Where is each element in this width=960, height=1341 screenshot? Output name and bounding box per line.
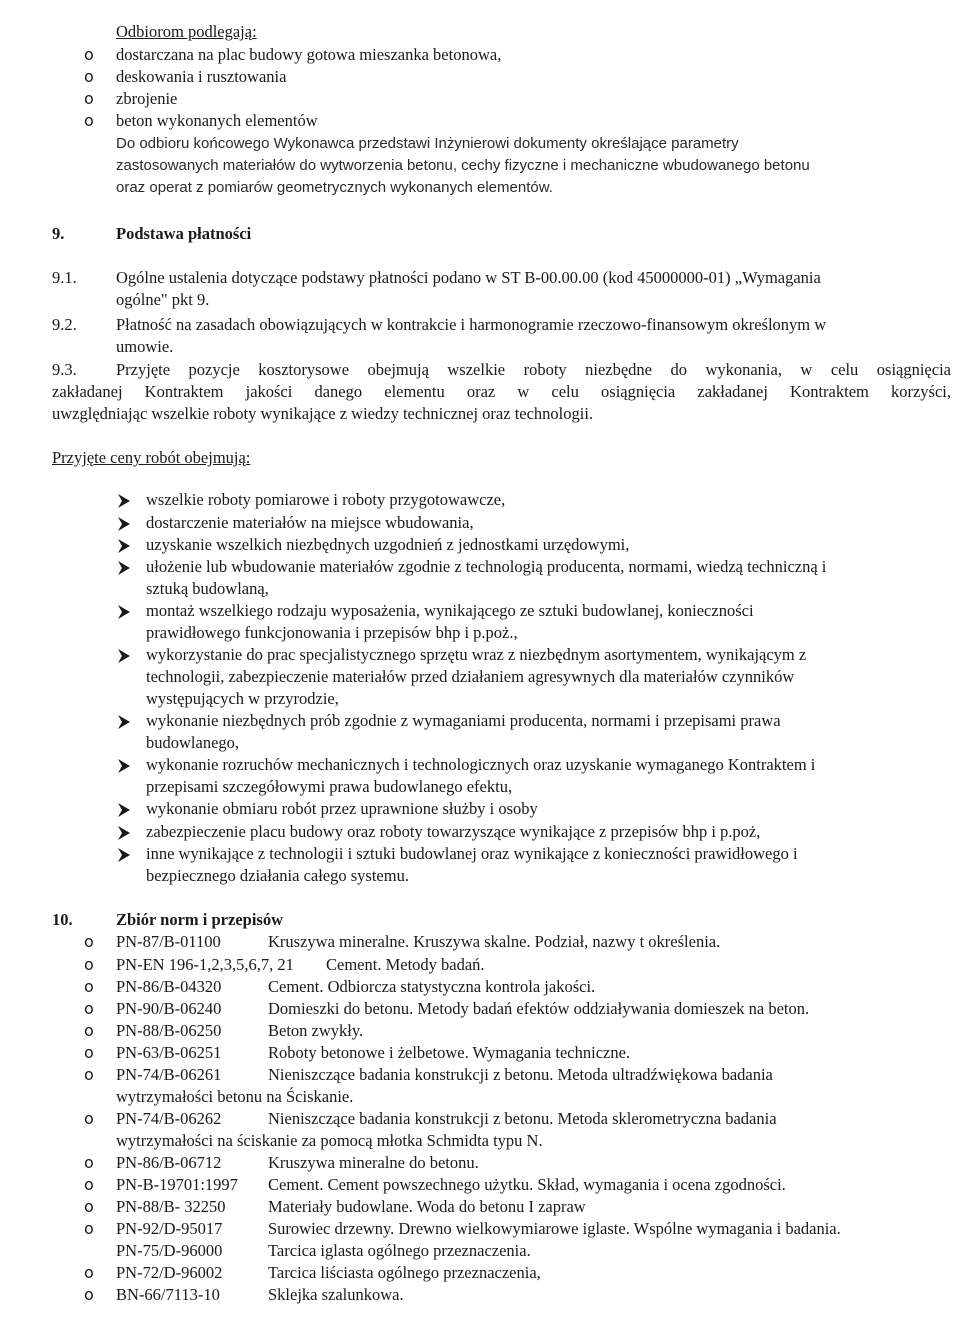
norm-description: Tarcica liściasta ogólnego przeznaczenia, (268, 1263, 541, 1282)
subsection-line: umowie. (116, 337, 174, 356)
norm-description-continued: wytrzymałości na ściskanie za pomocą młotka Schmidta typu N. (116, 1131, 543, 1150)
norm-description: Cement. Odbiorcza statystyczna kontrola jakości. (268, 977, 596, 996)
norm-description: Cement. Metody badań. (326, 955, 485, 974)
subsection-line: ogólne" pkt 9. (116, 290, 210, 309)
subsection-line: Płatność na zasadach obowiązujących w kontrakcie i harmonogramie rzeczowo-finansowym określonym w (116, 315, 827, 334)
arrow-bullet-icon (116, 560, 132, 576)
circle-bullet: o (84, 89, 94, 108)
subsection-number: 9.1. (52, 268, 77, 287)
norm-code: PN-86/B-04320 (116, 977, 222, 996)
norm-description-continued: wytrzymałości betonu na Ściskanie. (116, 1087, 354, 1106)
subsection-line: Przyjęte pozycje kosztorysowe obejmują wszelkie roboty niezbędne do wykonania, w celu osiągnięcia (116, 360, 951, 379)
prices-item-line: przepisami szczegółowymi prawa budowlanego efektu, (146, 777, 513, 796)
arrow-bullet-icon (116, 516, 132, 532)
norm-code: PN-B-19701:1997 (116, 1175, 238, 1194)
circle-bullet: o (84, 67, 94, 86)
norm-description: Beton zwykły. (268, 1021, 364, 1040)
arrow-bullet-icon (116, 648, 132, 664)
circle-bullet: o (84, 955, 94, 974)
norm-description: Sklejka szalunkowa. (268, 1285, 404, 1304)
prices-item-line: wykorzystanie do prac specjalistycznego sprzętu wraz z niezbędnym asortymentem, wynikającym z (146, 645, 807, 664)
norm-description: Tarcica iglasta ogólnego przeznaczenia. (268, 1241, 531, 1260)
subsection-number: 9.2. (52, 315, 77, 334)
circle-bullet: o (84, 1263, 94, 1282)
norm-code: BN-66/7113-10 (116, 1285, 220, 1304)
norm-code: PN-90/B-06240 (116, 999, 222, 1018)
norm-code: PN-92/D-95017 (116, 1219, 223, 1238)
norm-code: PN-63/B-06251 (116, 1043, 222, 1062)
subsection-number: 9.3. (52, 360, 77, 379)
prices-item-line: bezpiecznego działania całego systemu. (146, 866, 409, 885)
circle-bullet: o (84, 1153, 94, 1172)
accept-item: beton wykonanych elementów (116, 111, 318, 130)
norm-description: Surowiec drzewny. Drewno wielkowymiarowe iglaste. Wspólne wymagania i badania. (268, 1219, 841, 1238)
circle-bullet: o (84, 111, 94, 130)
prices-item-line: dostarczenie materiałów na miejsce wbudowania, (146, 513, 474, 532)
circle-bullet: o (84, 999, 94, 1018)
prices-heading: Przyjęte ceny robót obejmują: (52, 448, 251, 467)
subsection-line: uwzględniając wszelkie roboty wynikające z wiedzy technicznej oraz technologii. (52, 404, 594, 423)
arrow-bullet-icon (116, 825, 132, 841)
norm-code: PN-74/B-06261 (116, 1065, 222, 1084)
prices-item-line: wszelkie roboty pomiarowe i roboty przygotowawcze, (146, 490, 506, 509)
prices-item-line: prawidłowego funkcjonowania i przepisów bhp i p.poż., (146, 623, 518, 642)
accept-paragraph-line: zastosowanych materiałów do wytworzenia betonu, cechy fizyczne i mechaniczne wbudowanego betonu (116, 157, 810, 174)
section-10-number: 10. (52, 910, 73, 929)
circle-bullet: o (84, 1175, 94, 1194)
prices-item-line: uzyskanie wszelkich niezbędnych uzgodnień z jednostkami urzędowymi, (146, 535, 630, 554)
circle-bullet: o (84, 45, 94, 64)
norm-description: Nieniszczące badania konstrukcji z betonu. Metoda sklerometryczna badania (268, 1109, 777, 1128)
section-9-number: 9. (52, 224, 65, 243)
circle-bullet: o (84, 1021, 94, 1040)
accept-paragraph-line: oraz operat z pomiarów geometrycznych wykonanych elementów. (116, 179, 553, 196)
section-9-title: Podstawa płatności (116, 224, 252, 243)
norm-description: Cement. Cement powszechnego użytku. Skład, wymagania i ocena zgodności. (268, 1175, 786, 1194)
prices-item-line: inne wynikające z technologii i sztuki budowlanej oraz wynikające z konieczności prawidłowego i (146, 844, 798, 863)
circle-bullet: o (84, 1043, 94, 1062)
norm-description: Materiały budowlane. Woda do betonu I zapraw (268, 1197, 586, 1216)
norm-code: PN-88/B- 32250 (116, 1197, 226, 1216)
section-10-title: Zbiór norm i przepisów (116, 910, 283, 929)
norm-description: Kruszywa mineralne. Kruszywa skalne. Podział, nazwy t określenia. (268, 932, 721, 951)
accept-item: deskowania i rusztowania (116, 67, 287, 86)
circle-bullet: o (84, 1197, 94, 1216)
circle-bullet: o (84, 1219, 94, 1238)
circle-bullet: o (84, 1109, 94, 1128)
norm-description: Nieniszczące badania konstrukcji z betonu. Metoda ultradźwiękowa badania (268, 1065, 773, 1084)
circle-bullet: o (84, 977, 94, 996)
norm-description: Roboty betonowe i żelbetowe. Wymagania techniczne. (268, 1043, 631, 1062)
prices-item-line: sztuką budowlaną, (146, 579, 269, 598)
circle-bullet: o (84, 932, 94, 951)
norm-code: PN-88/B-06250 (116, 1021, 222, 1040)
prices-item-line: wykonanie niezbędnych prób zgodnie z wymaganiami producenta, normami i przepisami prawa (146, 711, 781, 730)
prices-item-line: budowlanego, (146, 733, 240, 752)
accept-paragraph-line: Do odbioru końcowego Wykonawca przedstawi Inżynierowi dokumenty określające parametry (116, 135, 739, 152)
prices-item-line: technologii, zabezpieczenie materiałów przed działaniem agresywnych dla materiałów czynników (146, 667, 795, 686)
norm-code: PN-72/D-96002 (116, 1263, 223, 1282)
arrow-bullet-icon (116, 847, 132, 863)
prices-item-line: ułożenie lub wbudowanie materiałów zgodnie z technologią producenta, normami, wiedzą techniczną i (146, 557, 827, 576)
prices-item-line: wykonanie obmiaru robót przez uprawnione służby i osoby (146, 799, 538, 818)
arrow-bullet-icon (116, 493, 132, 509)
norm-code: PN-74/B-06262 (116, 1109, 222, 1128)
norm-description: Kruszywa mineralne do betonu. (268, 1153, 479, 1172)
circle-bullet: o (84, 1065, 94, 1084)
arrow-bullet-icon (116, 758, 132, 774)
norm-description: Domieszki do betonu. Metody badań efektów oddziaływania domieszek na beton. (268, 999, 810, 1018)
accept-item: dostarczana na plac budowy gotowa mieszanka betonowa, (116, 45, 502, 64)
circle-bullet: o (84, 1285, 94, 1304)
norm-code: PN-87/B-01100 (116, 932, 221, 951)
norm-code: PN-75/D-96000 (116, 1241, 223, 1260)
prices-item-line: montaż wszelkiego rodzaju wyposażenia, wynikającego ze sztuki budowlanej, konieczności (146, 601, 754, 620)
arrow-bullet-icon (116, 802, 132, 818)
prices-item-line: wykonanie rozruchów mechanicznych i technologicznych oraz uzyskanie wymaganego Kontraktem i (146, 755, 816, 774)
arrow-bullet-icon (116, 714, 132, 730)
prices-item-line: zabezpieczenie placu budowy oraz roboty towarzyszące wynikające z przepisów bhp i p.poż, (146, 822, 761, 841)
prices-item-line: występujących w przyrodzie, (146, 689, 339, 708)
subsection-line: zakładanej Kontraktem jakości danego elementu oraz w celu osiągnięcia zakładanej Kontraktem korzyści, (52, 382, 951, 401)
accept-heading: Odbiorom podlegają: (116, 22, 257, 41)
norm-code: PN-EN 196-1,2,3,5,6,7, 21 (116, 955, 294, 974)
accept-item: zbrojenie (116, 89, 178, 108)
arrow-bullet-icon (116, 538, 132, 554)
arrow-bullet-icon (116, 604, 132, 620)
norm-code: PN-86/B-06712 (116, 1153, 222, 1172)
subsection-line: Ogólne ustalenia dotyczące podstawy płatności podano w ST B-00.00.00 (kod 45000000-01) „Wymagania (116, 268, 821, 287)
